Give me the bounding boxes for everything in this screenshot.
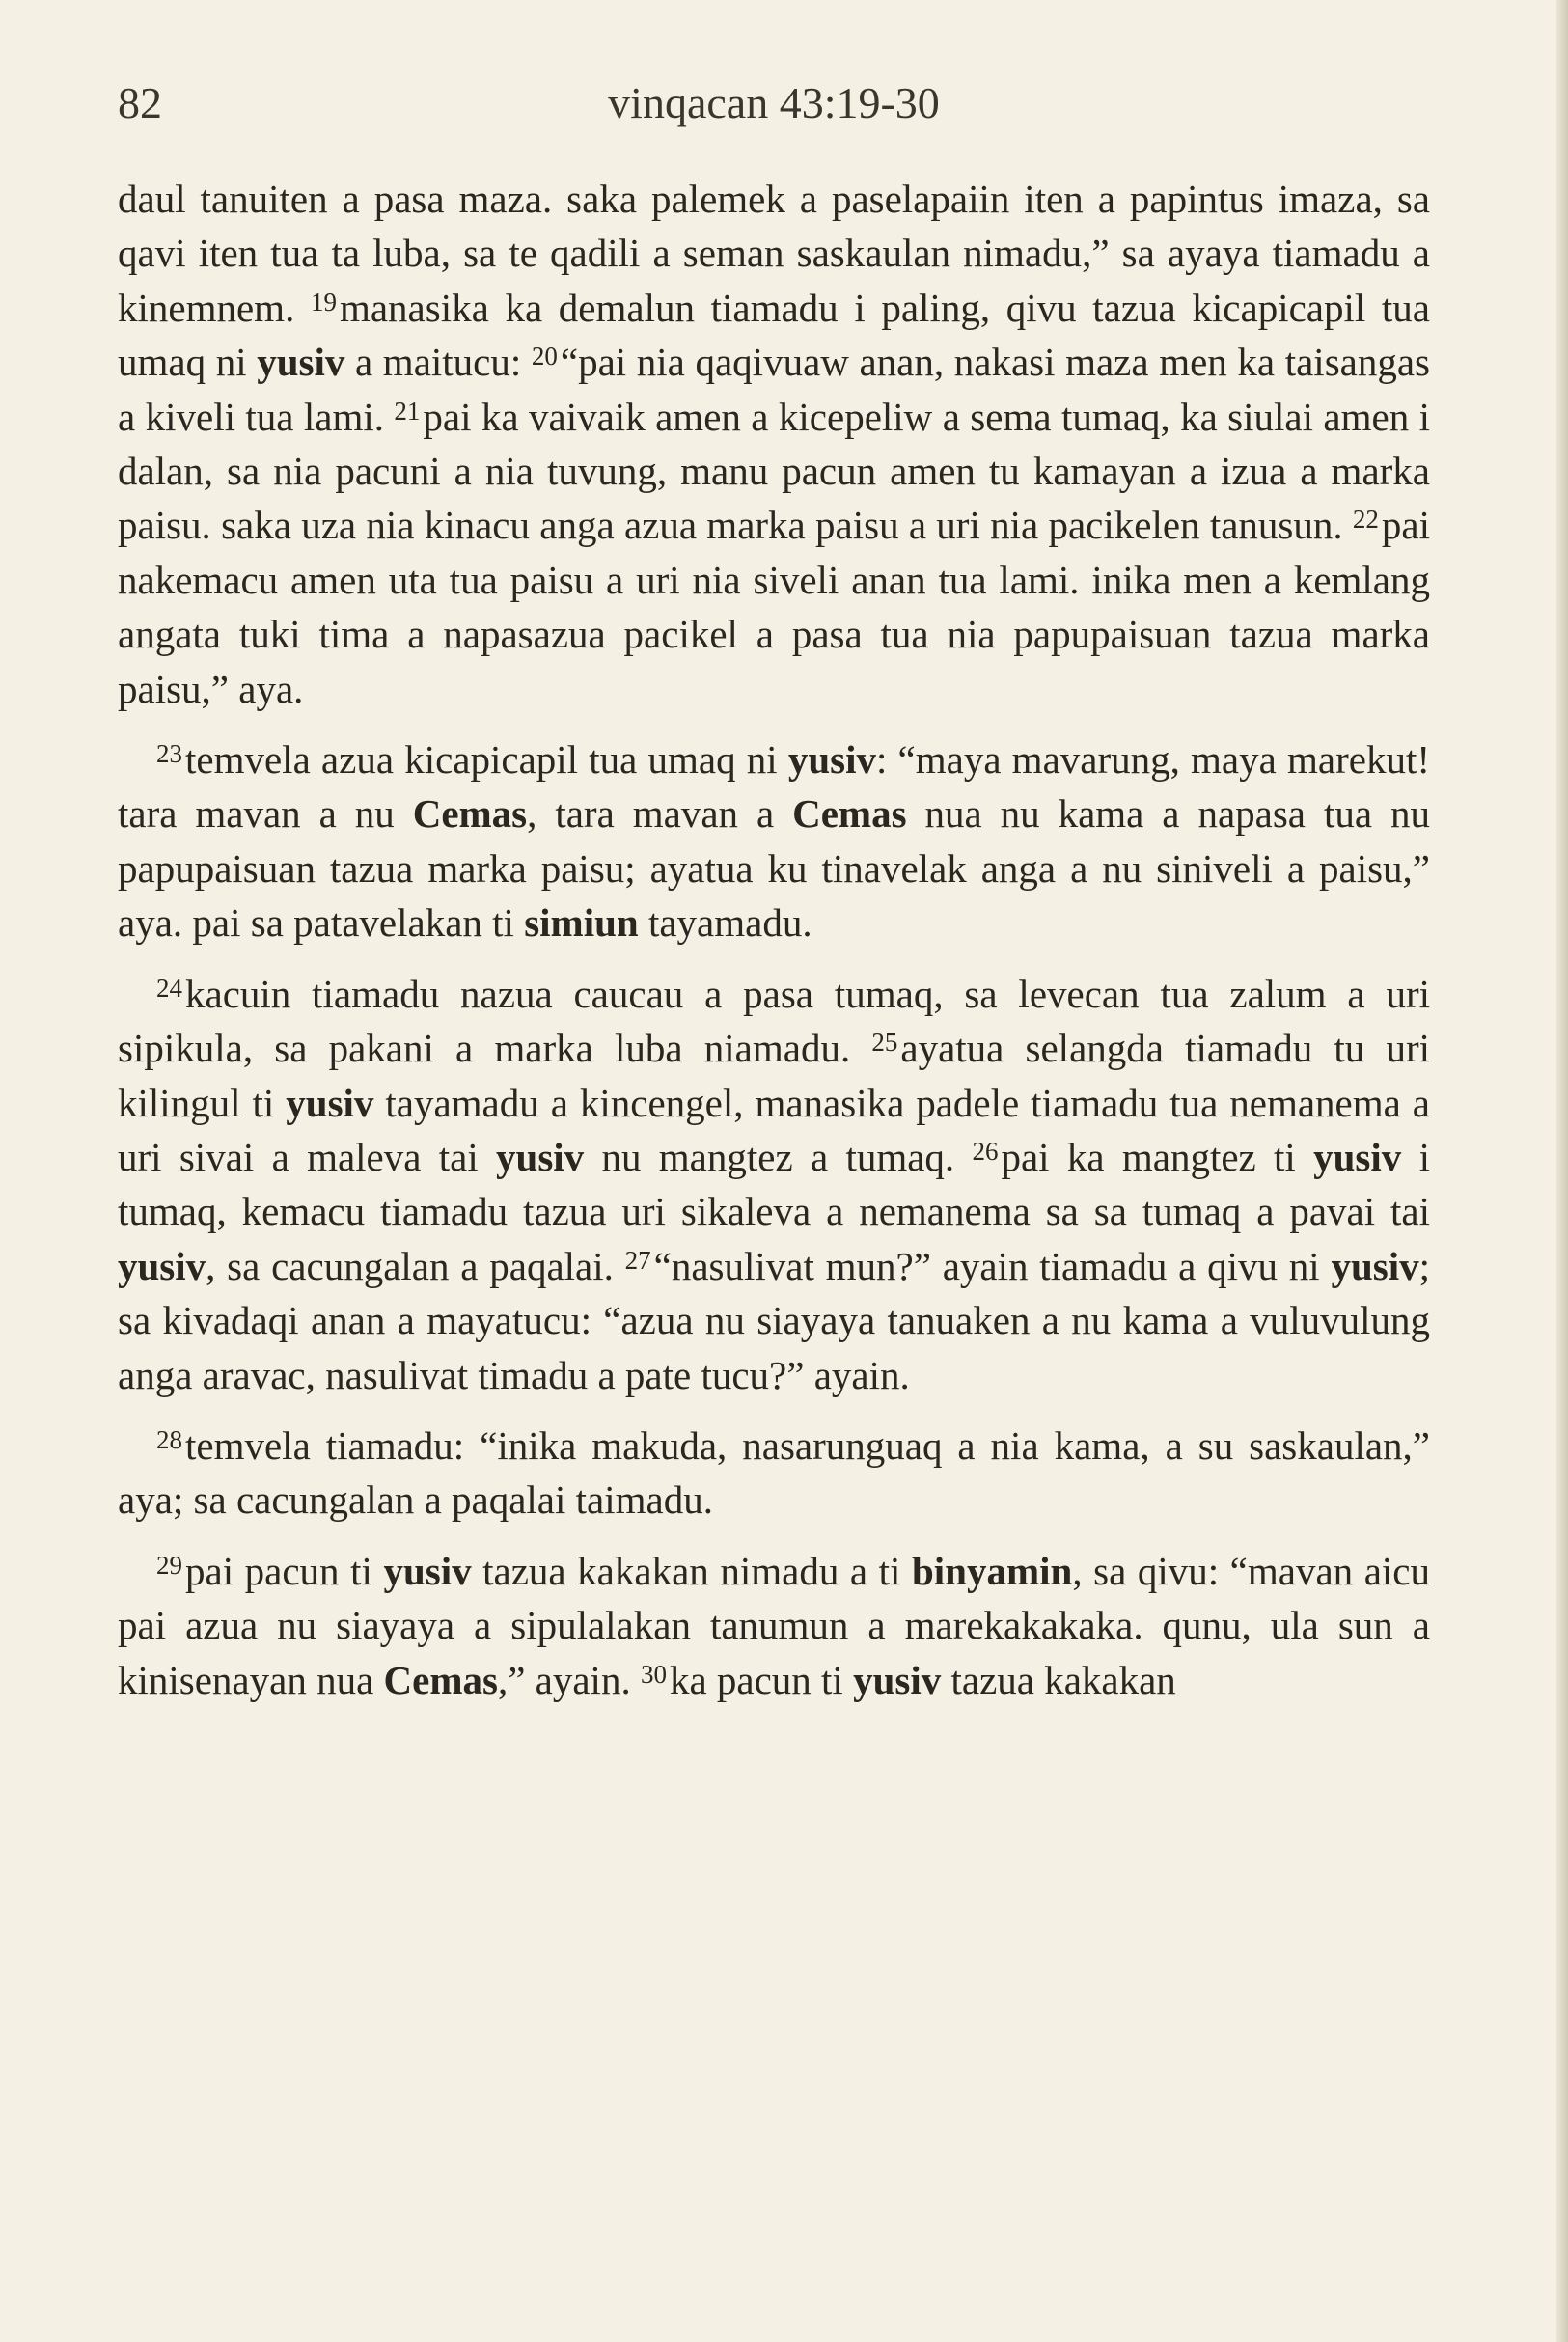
- verse-number: 20: [531, 342, 558, 372]
- running-title: vinqacan 43:19-30: [608, 78, 940, 127]
- text-run: temvela azua kicapicapil tua umaq ni: [185, 737, 788, 783]
- bold-name: Cemas: [412, 791, 528, 837]
- text-run: , tara mavan a: [527, 791, 793, 837]
- page-header: [118, 69, 1430, 137]
- bold-name: yusiv: [1313, 1134, 1402, 1179]
- text-run: nua nu kama a napasa tua nu papupaisuan tazua marka paisu; ayatua ku tinavelak anga a nu siniveli a paisu,” aya. pai sa patavelakan ti: [118, 791, 1430, 946]
- verse-number: 29: [156, 1550, 182, 1580]
- bold-name: yusiv: [496, 1134, 585, 1179]
- verse-number: 19: [310, 287, 337, 317]
- bold-name: yusiv: [118, 1243, 206, 1288]
- verse-number: 28: [156, 1424, 182, 1454]
- text-run: daul tanuiten a pasa maza. saka palemek a paselapaiin iten a papintus imaza, sa qavi iten tua ta luba, sa te qadili a seman saskaulan nimadu,” sa ayaya tiamadu a kinemnem.: [118, 177, 1430, 330]
- verse-number: 21: [394, 396, 421, 426]
- paragraph: [118, 1544, 1430, 1707]
- bold-name: yusiv: [257, 340, 345, 385]
- text-run: pai nakemacu amen uta tua paisu a uri nia siveli anan tua lami. inika men a kemlang angata tuki tima a napasazua pacikel a pasa tua nia papupaisuan tazua marka paisu,” aya.: [118, 503, 1430, 711]
- page-edge: [1556, 0, 1568, 2342]
- text-run: pai pacun ti: [185, 1548, 384, 1593]
- paragraph: [118, 732, 1430, 951]
- bold-name: yusiv: [286, 1080, 374, 1125]
- text-run: ,” ayain.: [497, 1657, 641, 1702]
- text-run: tayamadu.: [638, 900, 812, 946]
- text-run: , sa cacungalan a paqalai.: [206, 1243, 625, 1288]
- paragraph: [118, 1419, 1430, 1528]
- bold-name: yusiv: [787, 737, 876, 783]
- paragraph: [118, 172, 1430, 716]
- verse-number: 24: [156, 973, 182, 1003]
- bold-name: yusiv: [1331, 1243, 1419, 1288]
- text-run: kacuin tiamadu nazua caucau a pasa tumaq, sa levecan tua zalum a uri sipikula, sa pakani a marka luba niamadu.: [118, 971, 1430, 1071]
- text-run: , sa qivu: “mavan aicu pai azua nu siayaya a sipulalakan tanumun a marekakakaka. qunu, ula sun a kinisenayan nua: [118, 1548, 1430, 1702]
- text-run: nu mangtez a tumaq.: [584, 1134, 973, 1179]
- text-run: : “maya mavarung, maya marekut! tara mavan a nu: [118, 737, 1430, 837]
- body-text: [118, 172, 1430, 1723]
- bold-name: Cemas: [792, 791, 907, 837]
- verse-number: 25: [871, 1028, 898, 1058]
- text-run: ka pacun ti: [669, 1657, 854, 1702]
- verse-number: 22: [1352, 505, 1379, 535]
- text-run: ; sa kivadaqi anan a mayatucu: “azua nu siayaya tanuaken a nu kama a vuluvulung anga aravac, nasulivat timadu a pate tucu?” ayain.: [118, 1243, 1430, 1397]
- verse-number: 27: [624, 1245, 651, 1275]
- text-run: manasika ka demalun tiamadu i paling, qivu tazua kicapicapil tua umaq ni: [118, 285, 1430, 385]
- verse-number: 30: [640, 1659, 667, 1689]
- bold-name: Cemas: [383, 1657, 498, 1702]
- text-run: tayamadu a kincengel, manasika padele tiamadu tua nemanema a uri sivai a maleva tai: [118, 1080, 1430, 1179]
- bold-name: simiun: [524, 900, 639, 946]
- text-run: ayatua selangda tiamadu tu uri kilingul ti: [118, 1026, 1430, 1125]
- paragraph: [118, 967, 1430, 1402]
- text-run: temvela tiamadu: “inika makuda, nasarunguaq a nia kama, a su saskaulan,” aya; sa cacungalan a paqalai taimadu.: [118, 1422, 1430, 1523]
- bold-name: yusiv: [853, 1657, 942, 1702]
- bold-name: binyamin: [911, 1548, 1073, 1593]
- text-run: tazua kakakan: [941, 1657, 1176, 1702]
- bold-name: yusiv: [383, 1548, 472, 1593]
- text-run: pai ka mangtez ti: [1001, 1134, 1314, 1179]
- page-number: 82: [118, 78, 162, 127]
- text-run: tazua kakakan nimadu a ti: [471, 1548, 912, 1593]
- text-run: a maitucu:: [344, 340, 532, 385]
- verse-number: 26: [972, 1136, 999, 1166]
- verse-number: 23: [156, 739, 182, 769]
- text-run: “nasulivat mun?” ayain tiamadu a qivu ni: [653, 1243, 1332, 1288]
- text-run: i tumaq, kemacu tiamadu tazua uri sikaleva a nemanema sa sa tumaq a pavai tai: [118, 1134, 1430, 1234]
- text-run: “pai nia qaqivuaw anan, nakasi maza men ka taisangas a kiveli tua lami.: [118, 340, 1430, 439]
- text-run: pai ka vaivaik amen a kicepeliw a sema tumaq, ka siulai amen i dalan, sa nia pacuni a nia tuvung, manu pacun amen tu kamayan a izua a marka paisu. saka uza nia kinacu anga azua marka paisu a uri nia pacikelen tanusun.: [118, 394, 1431, 548]
